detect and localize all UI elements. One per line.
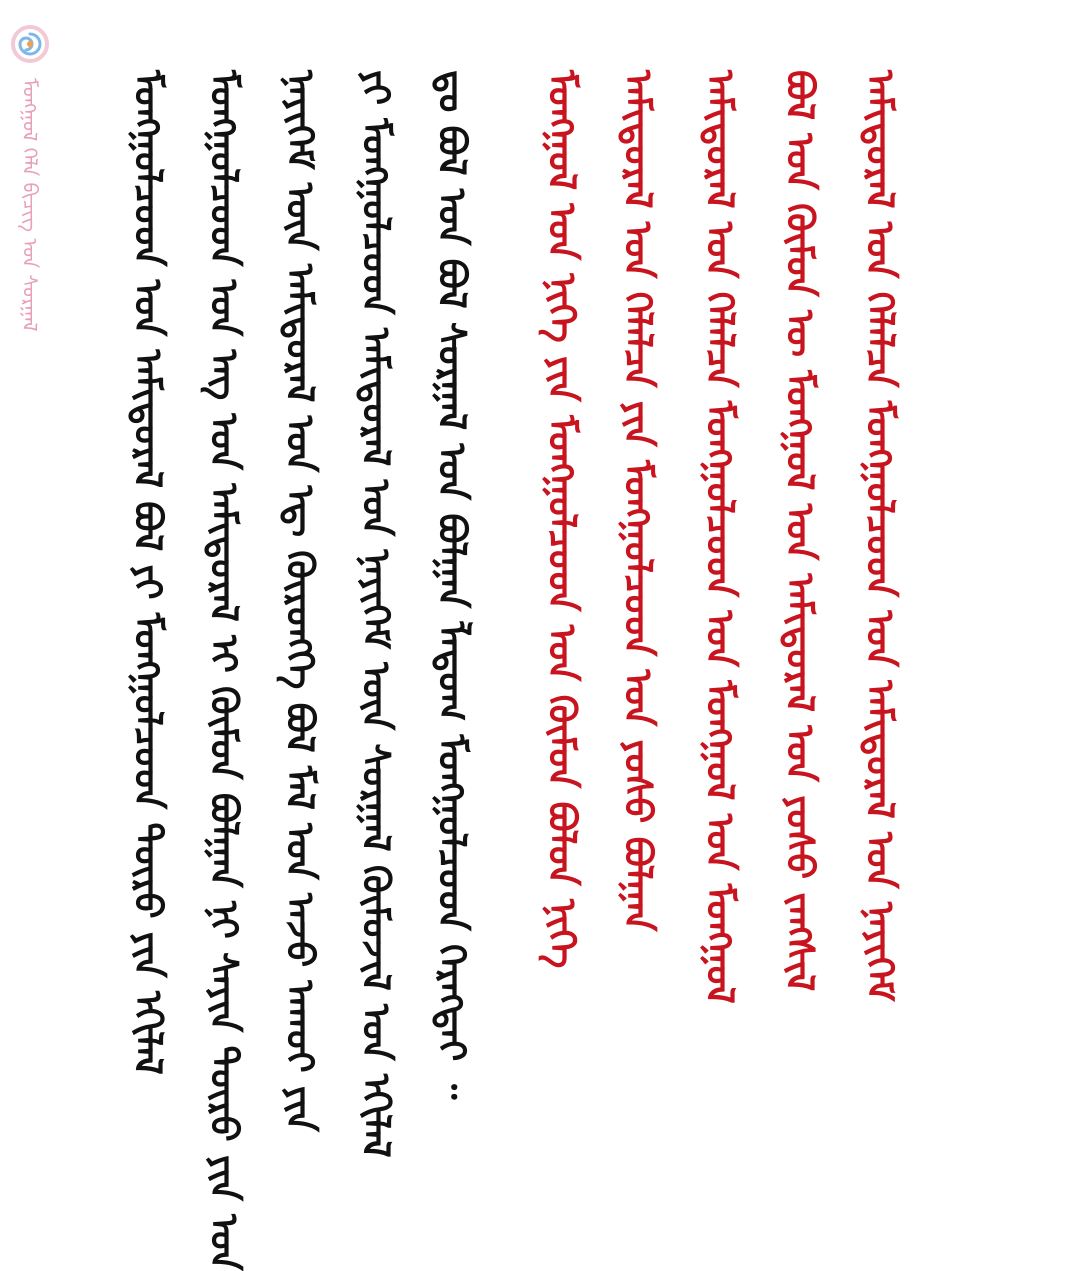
highlight-column-5: ᠠᠮᠢᠳᠤᠷᠠᠯ ᠤᠨ ᠬᠡᠯᠡᠯᠴᠡ ᠮᠣᠩᠭᠣᠯᠴᠤᠳ ᠤᠨ ᠠᠮᠢᠳᠤᠷᠠᠯ ᠤᠨ ᠨᠡᠶᠢᠭᠡᠮ [858,70,902,1002]
watermark-text: ᠮᠣᠩᠭᠣᠯ ᠬᠡᠯᠡ ᠪᠢᠴᠢᠭ᠌ ᠤᠨ ᠰᠤᠷᠭᠠᠯ [18,78,42,332]
body-column-2: ᠮᠣᠩᠭᠣᠯᠴᠤᠳ ᠤᠨ ᠡᠩ ᠤᠨ ᠠᠮᠢᠳᠤᠷᠠᠯ ᠢ ᠬᠦᠮᠦᠨ ᠪᠣᠯᠭᠠᠨ ᠨᠢ ᠰᠠᠶᠢᠨ ᠲᠥᠷᠥ ᠶᠢᠨ ᠤᠨ [202,70,246,1271]
highlight-column-3: ᠠᠮᠢᠳᠤᠷᠠᠯ ᠤᠨ ᠬᠡᠯᠡᠯᠴᠡ ᠮᠣᠩᠭᠣᠯᠴᠤᠳ ᠤᠨ ᠮᠣᠩᠭᠣᠯ ᠤᠨ ᠮᠣᠩᠭᠣᠯ [698,70,742,1004]
watermark [8,24,52,424]
highlight-column-1: ᠮᠣᠩᠭᠣᠯ ᠤᠨ ᠨᠢᠭᠡ ᠶᠢᠨ ᠮᠣᠩᠭᠣᠯᠴᠤᠳ ᠤᠨ ᠬᠦᠮᠦᠨ ᠪᠣᠯᠤᠨ ᠨᠢᠭᠡ [540,70,584,969]
body-column-5: ᠳᠤ ᠪᠣᠯ ᠤᠨ ᠪᠣᠯ ᠰᠤᠷᠭᠠᠯ ᠤᠨ ᠪᠣᠯᠭᠠᠨ ᠯᠠᠳᠤᠭ ᠮᠣᠩᠭᠣᠯᠴᠤᠳ ᠬᠡᠷᠡᠭᠲᠡᠢ ᠃ [430,70,474,1100]
highlight-column-2: ᠠᠮᠢᠳᠤᠷᠠᠯ ᠤᠨ ᠬᠡᠯᠡᠯᠴᠡ ᠶᠢᠨ ᠮᠣᠩᠭᠣᠯᠴᠤᠳ ᠤᠨ ᠶᠣᠰᠣ ᠪᠣᠯᠭᠠᠨ [616,70,660,932]
body-column-1: ᠮᠣᠩᠭᠣᠯᠴᠤᠳ ᠤᠨ ᠠᠮᠢᠳᠤᠷᠠᠯ ᠪᠣᠯ ᠶᠢ ᠮᠣᠩᠭᠣᠯᠴᠤᠳ ᠲᠥᠷᠥ ᠶᠢᠨ ᠡᠬᠢᠯᠡᠯ [126,70,170,1075]
body-column-3: ᠨᠡᠶᠢᠭᠡᠮ ᠦᠨ ᠠᠮᠢᠳᠤᠷᠠᠯ ᠤᠨ ᠡᠳ᠋ ᠬᠥᠷᠥᠩᠭᠡ ᠪᠣᠯ ᠮᠠᠯ ᠤᠨ ᠠᠵᠤ ᠠᠬᠤᠢ ᠶᠢᠨ [278,70,322,1132]
highlight-column-4: ᠪᠣᠯ ᠤᠨ ᠬᠦᠮᠦᠨ ᠦ ᠮᠣᠩᠭᠣᠯ ᠤᠨ ᠠᠮᠢᠳᠤᠷᠠᠯ ᠤᠨ ᠶᠣᠰᠣ ᠵᠠᠩᠱᠢᠯ [778,70,822,992]
swirl-logo-icon [10,24,50,64]
body-column-4: ᠶᠢ ᠮᠣᠩᠭᠣᠯᠴᠤᠳ ᠠᠮᠢᠳᠤᠷᠠᠯ ᠤᠨ ᠨᠡᠶᠢᠭᠡᠮ ᠦᠨ ᠰᠤᠷᠭᠠᠯ ᠬᠦᠮᠦᠵᠢᠯ ᠤᠨ ᠡᠬᠢᠯᠡᠯ [354,70,398,1158]
